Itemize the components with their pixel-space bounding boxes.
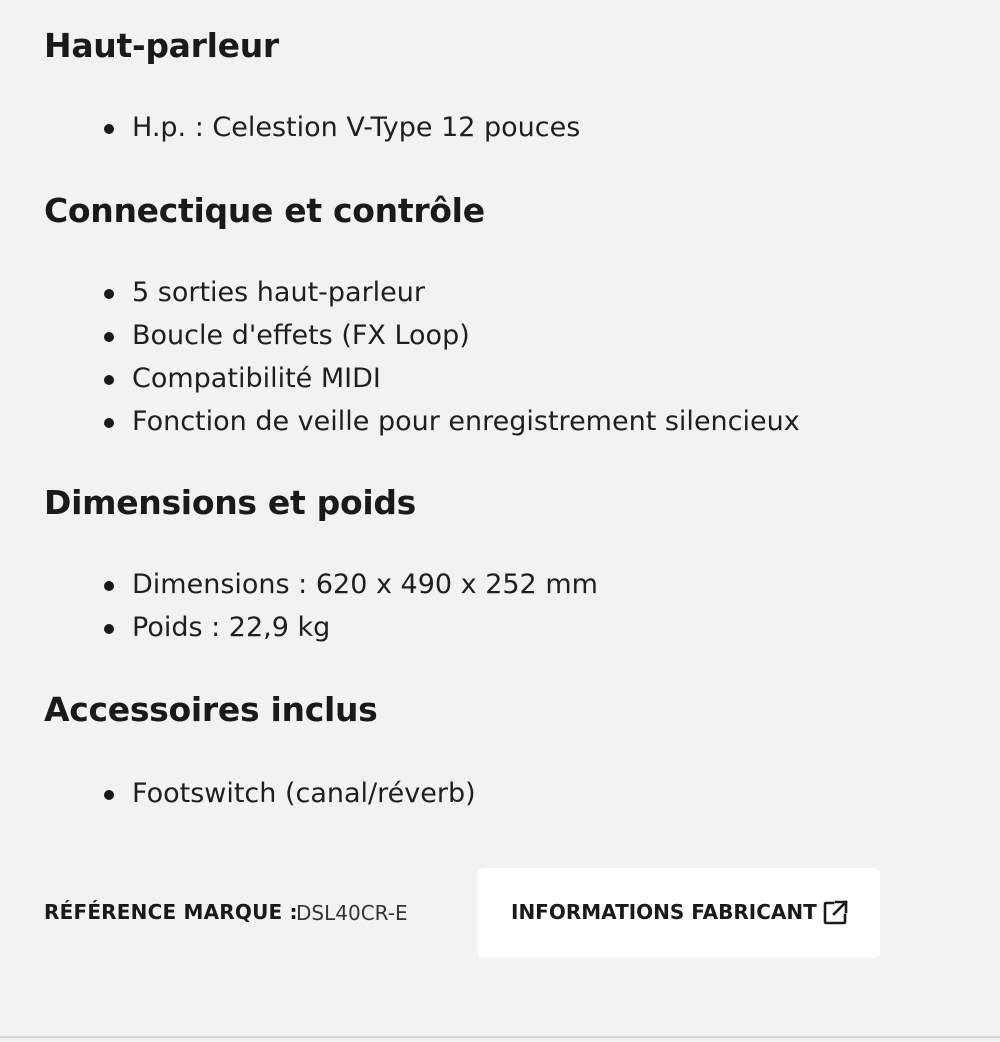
reference-row bbox=[44, 868, 944, 958]
dimensions-spec-list bbox=[100, 563, 598, 649]
list-item: Boucle d'effets (FX Loop) bbox=[100, 314, 800, 357]
manufacturer-info-label: INFORMATIONS FABRICANT bbox=[511, 900, 817, 924]
connectivity-spec-list bbox=[100, 271, 800, 443]
list-item: Footswitch (canal/réverb) bbox=[100, 772, 476, 815]
list-item: Compatibilité MIDI bbox=[100, 357, 800, 400]
bottom-divider bbox=[0, 1036, 1000, 1038]
list-item: Dimensions : 620 x 490 x 252 mm bbox=[100, 563, 598, 606]
list-item: Poids : 22,9 kg bbox=[100, 606, 598, 649]
reference-label: RÉFÉRENCE MARQUE : bbox=[44, 900, 298, 924]
list-item: 5 sorties haut-parleur bbox=[100, 271, 800, 314]
manufacturer-info-button[interactable] bbox=[478, 868, 880, 958]
accessories-spec-list bbox=[100, 772, 476, 815]
speaker-spec-list bbox=[100, 106, 580, 149]
list-item: Fonction de veille pour enregistrement silencieux bbox=[100, 400, 800, 443]
list-item: H.p. : Celestion V-Type 12 pouces bbox=[100, 106, 580, 149]
external-link-icon bbox=[821, 899, 849, 927]
section-title-speaker: Haut-parleur bbox=[44, 26, 279, 65]
section-title-connectivity: Connectique et contrôle bbox=[44, 191, 485, 230]
section-title-dimensions: Dimensions et poids bbox=[44, 483, 417, 522]
section-title-accessories: Accessoires inclus bbox=[44, 690, 378, 729]
reference-value: DSL40CR-E bbox=[296, 901, 408, 925]
